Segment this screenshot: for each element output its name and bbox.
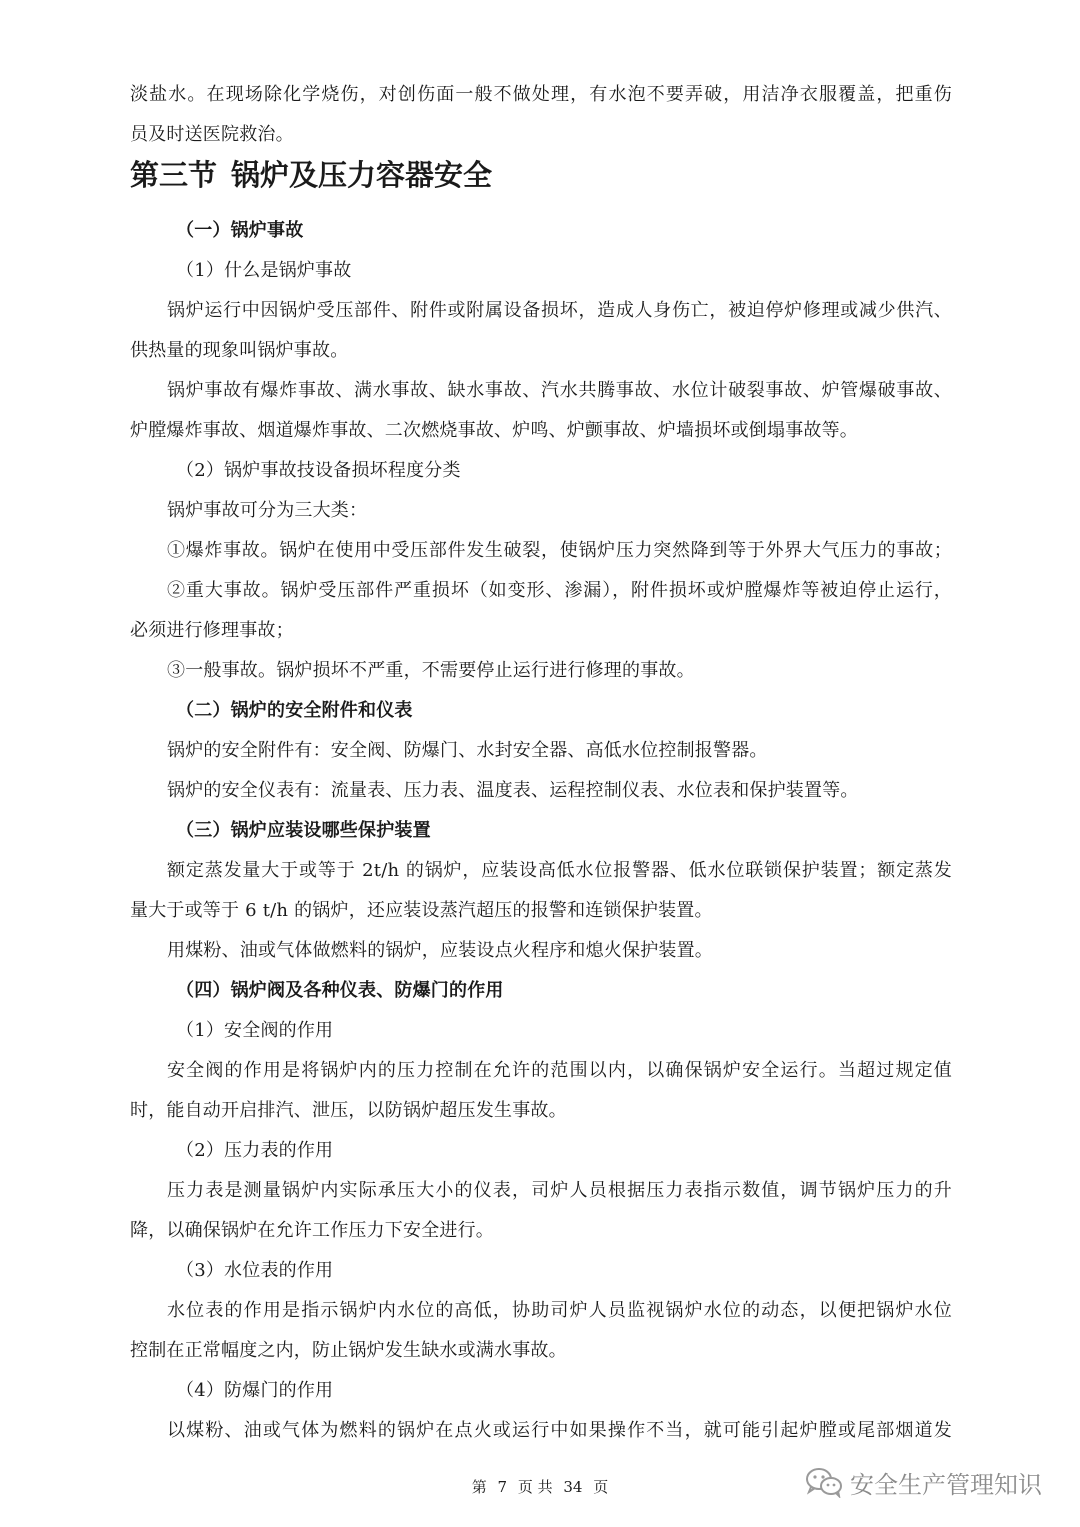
paragraph-line: 时，能自动开启排汽、泄压，以防锅炉超压发生事故。 xyxy=(130,1100,567,1121)
section-heading: 锅炉及压力容器安全 xyxy=(231,158,493,192)
footer-page-number: 7 xyxy=(497,1478,508,1496)
item-heading: （4）防爆门的作用 xyxy=(176,1380,334,1401)
watermark xyxy=(804,1462,1042,1502)
paragraph-line: 量大于或等于 6 t/h 的锅炉，还应装设蒸汽超压的报警和连锁保护装置。 xyxy=(130,900,713,921)
paragraph-line: 安全阀的作用是将锅炉内的压力控制在允许的范围以内，以确保锅炉安全运行。当超过规定值 xyxy=(167,1060,952,1081)
paragraph-line: 淡盐水。在现场除化学烧伤，对创伤面一般不做处理，有水泡不要弄破，用洁净衣服覆盖，把重伤 xyxy=(130,84,952,105)
item-heading: （2）锅炉事故技设备损坏程度分类 xyxy=(176,460,461,481)
paragraph-line: 员及时送医院救治。 xyxy=(130,124,294,145)
paragraph-line: 锅炉事故有爆炸事故、满水事故、缺水事故、汽水共腾事故、水位计破裂事故、炉管爆破事故、 xyxy=(167,380,952,401)
section-number: 第三节 xyxy=(130,158,218,192)
paragraph-line: ③一般事故。锅炉损坏不严重，不需要停止运行进行修理的事故。 xyxy=(167,660,695,681)
paragraph-line: 锅炉的安全仪表有：流量表、压力表、温度表、运程控制仪表、水位表和保护装置等。 xyxy=(167,780,859,801)
footer-middle: 页 共 xyxy=(517,1478,553,1496)
paragraph-line: 用煤粉、油或气体做燃料的锅炉，应装设点火程序和熄火保护装置。 xyxy=(167,940,713,961)
item-heading: （3）水位表的作用 xyxy=(176,1260,334,1281)
paragraph-line: ①爆炸事故。锅炉在使用中受压部件发生破裂，使锅炉压力突然降到等于外界大气压力的事故； xyxy=(167,540,952,561)
paragraph-line: 额定蒸发量大于或等于 2t/h 的锅炉，应装设高低水位报警器、低水位联锁保护装置；额定蒸发 xyxy=(167,860,952,881)
paragraph-line: 锅炉事故可分为三大类： xyxy=(167,500,368,521)
section-title xyxy=(130,155,492,195)
item-heading: （2）压力表的作用 xyxy=(176,1140,334,1161)
paragraph-line: 以煤粉、油或气体为燃料的锅炉在点火或运行中如果操作不当，就可能引起炉膛或尾部烟道发 xyxy=(167,1420,952,1441)
subsection-heading: （二）锅炉的安全附件和仪表 xyxy=(176,700,413,721)
paragraph-line: ②重大事故。锅炉受压部件严重损坏（如变形、渗漏），附件损坏或炉膛爆炸等被迫停止运行， xyxy=(167,580,952,601)
subsection-heading: （三）锅炉应装设哪些保护装置 xyxy=(176,820,431,841)
paragraph-line: 必须进行修理事故； xyxy=(130,620,294,641)
item-heading: （1）什么是锅炉事故 xyxy=(176,260,352,281)
footer-suffix: 页 xyxy=(593,1478,609,1496)
footer-prefix: 第 xyxy=(471,1478,487,1496)
wechat-icon xyxy=(804,1466,844,1498)
paragraph-line: 锅炉运行中因锅炉受压部件、附件或附属设备损坏，造成人身伤亡，被迫停炉修理或减少供汽、 xyxy=(167,300,952,321)
paragraph-line: 控制在正常幅度之内，防止锅炉发生缺水或满水事故。 xyxy=(130,1340,567,1361)
item-heading: （1）安全阀的作用 xyxy=(176,1020,334,1041)
watermark-text: 安全生产管理知识 xyxy=(850,1470,1042,1499)
paragraph-line: 降，以确保锅炉在允许工作压力下安全进行。 xyxy=(130,1220,494,1241)
subsection-heading: （一）锅炉事故 xyxy=(176,220,304,241)
paragraph-line: 供热量的现象叫锅炉事故。 xyxy=(130,340,349,361)
paragraph-line: 锅炉的安全附件有：安全阀、防爆门、水封安全器、高低水位控制报警器。 xyxy=(167,740,768,761)
footer-total-pages: 34 xyxy=(563,1478,583,1496)
paragraph-line: 水位表的作用是指示锅炉内水位的高低，协助司炉人员监视锅炉水位的动态，以便把锅炉水位 xyxy=(167,1300,952,1321)
paragraph-line: 炉膛爆炸事故、烟道爆炸事故、二次燃烧事故、炉鸣、炉颤事故、炉墙损坏或倒塌事故等。 xyxy=(130,420,858,441)
subsection-heading: （四）锅炉阀及各种仪表、防爆门的作用 xyxy=(176,980,504,1001)
paragraph-line: 压力表是测量锅炉内实际承压大小的仪表，司炉人员根据压力表指示数值，调节锅炉压力的升 xyxy=(167,1180,952,1201)
